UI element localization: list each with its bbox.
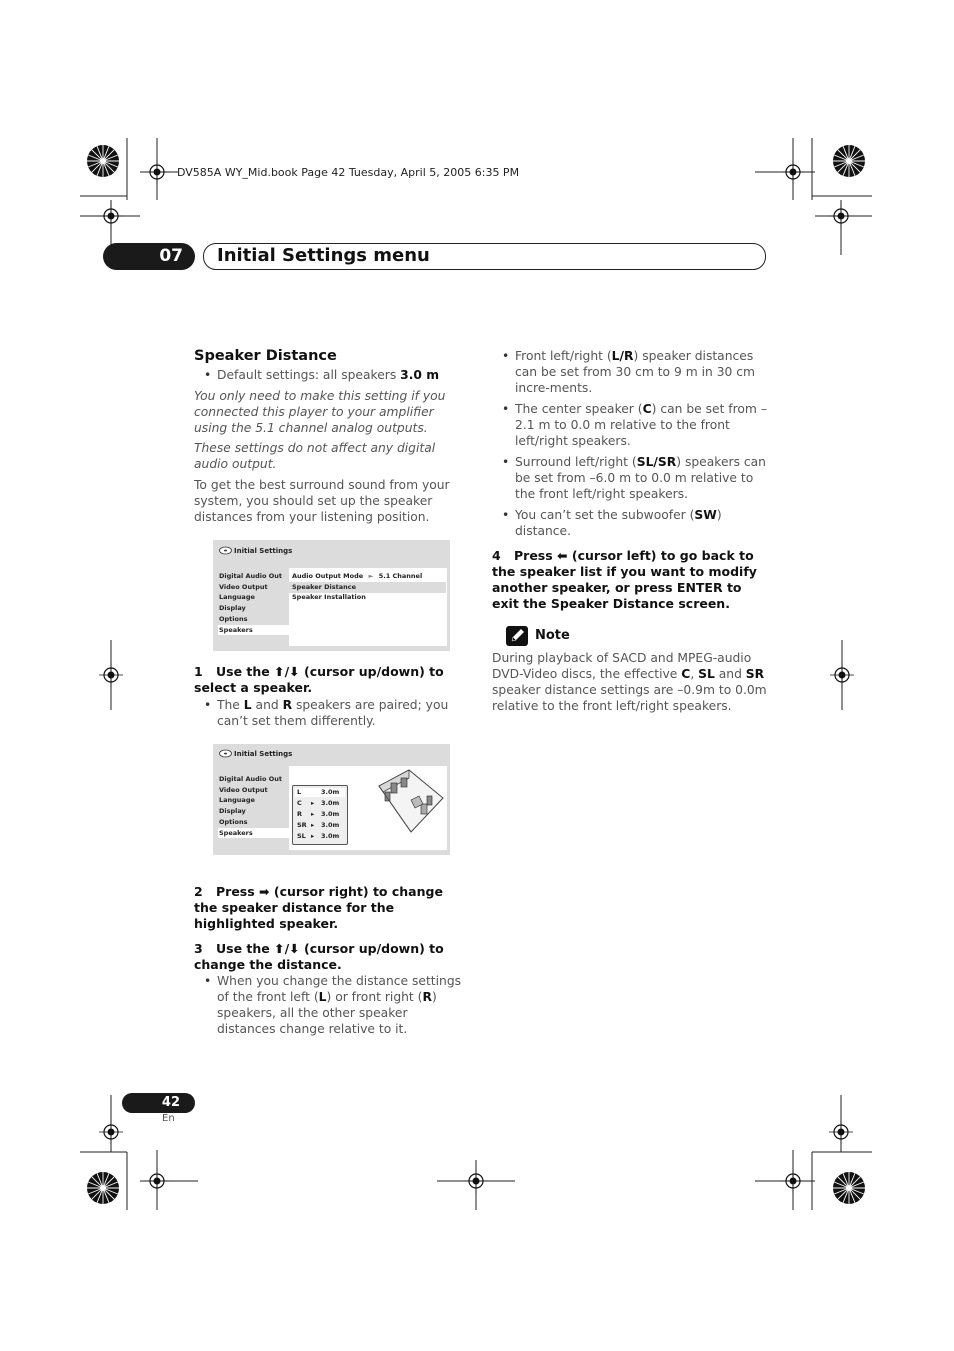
speaker-row <box>295 821 345 830</box>
text: C <box>642 402 652 416</box>
arrow-right-icon: ► <box>368 572 374 580</box>
print-header-line: DV585A WY_Mid.book Page 42 Tuesday, April 5, 2005 6:35 PM <box>177 166 520 179</box>
arrow-right-icon: ▸ <box>311 799 315 807</box>
step-number: 4 <box>492 548 501 563</box>
note-title: Note <box>535 628 570 643</box>
menu-item: Display <box>219 807 246 816</box>
speaker-value: 3.0m <box>321 821 340 829</box>
menu-item: Digital Audio Out <box>219 775 283 783</box>
menu-item: Options <box>219 817 248 826</box>
step-3 <box>194 941 469 973</box>
disc-icon <box>219 749 232 758</box>
arrow-right-icon: ➡ <box>259 884 270 899</box>
speaker-name: SL <box>297 832 306 840</box>
text: The <box>217 698 244 712</box>
step-2 <box>194 884 469 932</box>
text: C <box>681 667 691 681</box>
disc-icon <box>219 546 232 555</box>
text: L <box>243 698 252 712</box>
range-bullet-front <box>492 348 768 396</box>
text: / <box>619 349 625 363</box>
step-text: Use the <box>216 664 275 679</box>
arrow-up-down-icon: ⬆/⬇ <box>274 664 300 679</box>
arrow-right-icon: ▸ <box>311 810 315 818</box>
text: When you change the distance settings of the front left ( <box>217 974 462 1004</box>
italic-note-2: These settings do not affect any digital audio output. <box>194 441 436 471</box>
text: SW <box>694 508 717 522</box>
step-text: (cursor up/down) to select a speaker. <box>194 664 444 695</box>
step-number: 2 <box>194 884 203 899</box>
text: The center speaker ( <box>515 402 643 416</box>
text: During playback of SACD and MPEG-audio DVD-Video discs, the effective <box>492 651 752 681</box>
default-label: Default settings: all speakers <box>217 368 401 382</box>
text: ) speaker distances can be set from 30 cm to 9 m in 30 cm incre-ments. <box>515 349 755 395</box>
menu-item: Video Output <box>219 785 268 794</box>
text: R <box>422 990 432 1004</box>
text: L <box>611 349 620 363</box>
step-number: 1 <box>194 664 203 679</box>
osd-screen-speaker-distance-menu <box>213 540 450 651</box>
text: SL <box>698 667 715 681</box>
text: R <box>624 349 634 363</box>
menu-item: Language <box>219 796 255 805</box>
menu-item-selected: Speakers <box>218 828 289 839</box>
text: speakers are paired; you can’t set them differently. <box>217 698 449 728</box>
step-1 <box>194 664 469 696</box>
chapter-title: Initial Settings menu <box>203 243 766 270</box>
page-number: 42 <box>122 1093 195 1113</box>
osd-screen-speaker-list <box>213 744 450 855</box>
arrow-right-icon: ▸ <box>311 832 315 840</box>
speaker-row <box>295 799 345 808</box>
speaker-row-selected <box>295 788 345 797</box>
left-column <box>194 348 469 525</box>
intro-paragraph: To get the best surround sound from your system, you should set up the speaker distances from your listening position. <box>194 478 450 524</box>
text: and <box>714 667 746 681</box>
step-1-bullet <box>194 697 469 729</box>
section-heading: Speaker Distance <box>194 348 337 364</box>
screen-title: Initial Settings <box>234 547 293 555</box>
text: SR <box>657 455 677 469</box>
default-settings-bullet <box>194 367 469 383</box>
speaker-value: 3.0m <box>321 832 340 840</box>
step-number: 3 <box>194 941 203 956</box>
step-4 <box>492 548 768 612</box>
menu-item: Display <box>219 604 246 613</box>
speaker-name: L <box>297 788 302 796</box>
option-label: Audio Output Mode <box>292 572 364 580</box>
right-column <box>492 348 768 714</box>
text: L <box>318 990 327 1004</box>
speaker-row <box>295 832 345 841</box>
range-bullet-subwoofer <box>492 507 768 539</box>
option-row-speaker-distance: Speaker Distance <box>289 582 446 593</box>
default-value: 3.0 m <box>400 368 440 382</box>
menu-item-selected: Speakers <box>218 625 289 636</box>
option-row-audio-output-mode <box>292 571 447 582</box>
text: ) speakers, all the other speaker distances change relative to it. <box>217 990 437 1036</box>
step-text: (cursor left) to go back to the speaker list if you want to modify another speaker, or press ENTER to exit the Speaker Distance screen. <box>492 548 757 611</box>
speaker-value: 3.0m <box>321 810 340 818</box>
speaker-value: 3.0m <box>321 799 340 807</box>
screen-menu-list <box>219 571 289 635</box>
text: / <box>653 455 658 469</box>
step-text: Use the <box>216 941 275 956</box>
step-3-bullet <box>194 973 469 1037</box>
speaker-list-box <box>292 785 348 845</box>
text: , <box>690 667 699 681</box>
arrow-left-icon: ⬅ <box>557 548 568 563</box>
note-heading <box>492 626 768 648</box>
menu-item: Digital Audio Out <box>219 572 283 580</box>
screen-menu-list <box>219 774 289 838</box>
text: speaker distance settings are –0.9m to 0.0m relative to the front left/right speakers. <box>492 683 767 713</box>
text: You can’t set the subwoofer ( <box>515 508 695 522</box>
speaker-value: 3.0m <box>321 788 340 796</box>
speaker-name: SR <box>297 821 307 829</box>
screen-options-panel <box>289 568 447 646</box>
arrow-up-down-icon: ⬆/⬇ <box>274 941 300 956</box>
step-text: Press <box>216 884 260 899</box>
text: ) distance. <box>515 508 722 538</box>
menu-item: Options <box>219 614 248 623</box>
text: R <box>282 698 293 712</box>
step-text: (cursor right) to change the speaker distance for the highlighted speaker. <box>194 884 443 931</box>
arrow-right-icon: ▸ <box>311 821 315 829</box>
option-row-speaker-installation: Speaker Installation <box>292 593 366 601</box>
step-text: (cursor up/down) to change the distance. <box>194 941 444 972</box>
note-text <box>492 650 768 714</box>
step-text: Press <box>514 548 558 563</box>
screen-options-panel <box>289 766 447 850</box>
text: ) speakers can be set from –6.0 m to 0.0 m relative to the front left/right speakers. <box>515 455 766 501</box>
step-1-block <box>194 664 469 729</box>
text: SL <box>636 455 654 469</box>
speaker-name: R <box>297 810 303 818</box>
text: and <box>251 698 283 712</box>
text: ) can be set from –2.1 m to 0.0 m relative to the front left/right speakers. <box>515 402 767 448</box>
menu-item: Video Output <box>219 582 268 591</box>
text: Surround left/right ( <box>515 455 637 469</box>
speaker-row <box>295 810 345 819</box>
steps-2-3-block <box>194 884 469 1037</box>
pencil-note-icon <box>506 626 528 646</box>
option-value: 5.1 Channel <box>378 572 423 580</box>
room-layout-illustration <box>371 768 445 836</box>
text: ) or front right ( <box>326 990 423 1004</box>
chapter-number: 07 <box>103 243 195 270</box>
italic-note-1: You only need to make this setting if you connected this player to your amplifier using the 5.1 channel analog outputs. <box>194 389 446 435</box>
text: Front left/right ( <box>515 349 612 363</box>
language-code: En <box>162 1113 175 1124</box>
menu-item: Language <box>219 593 255 602</box>
screen-title: Initial Settings <box>234 750 293 758</box>
speaker-name: C <box>297 799 302 807</box>
text: SR <box>745 667 765 681</box>
range-bullet-center <box>492 401 768 449</box>
range-bullet-surround <box>492 454 768 502</box>
